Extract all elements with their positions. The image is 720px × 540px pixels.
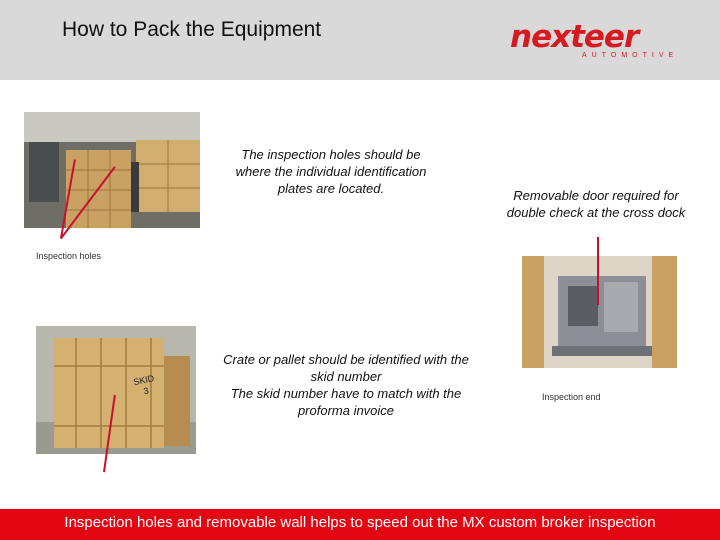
page-title: How to Pack the Equipment bbox=[62, 18, 322, 41]
machine-crate-image bbox=[522, 256, 677, 368]
crate-identification-caption: Crate or pallet should be identified with the skid number The skid number have to match with the proforma invoice bbox=[223, 352, 469, 418]
footer-banner bbox=[0, 509, 720, 540]
nexteer-logo bbox=[510, 20, 690, 64]
inspection-end-arrow bbox=[597, 237, 599, 305]
inspection-end-label: Inspection end bbox=[542, 392, 601, 402]
logo-subtitle: AUTOMOTIVE bbox=[582, 52, 679, 59]
logo-wordmark: nexteer bbox=[510, 19, 639, 55]
inspection-holes-label: Inspection holes bbox=[36, 251, 102, 261]
footer-text: Inspection holes and removable wall helps to speed out the MX custom broker inspection bbox=[64, 514, 656, 531]
removable-door-caption: Removable door required for double check at the cross dock bbox=[506, 188, 686, 220]
skid-number-marking: SKID 3 bbox=[132, 373, 156, 397]
inspection-holes-caption: The inspection holes should be where the individual identification plates are located. bbox=[235, 147, 427, 196]
skid-crate-image bbox=[36, 326, 196, 454]
machine-crate-photo bbox=[522, 256, 677, 368]
skid-crate-photo bbox=[36, 326, 196, 454]
header-bar bbox=[0, 0, 720, 80]
